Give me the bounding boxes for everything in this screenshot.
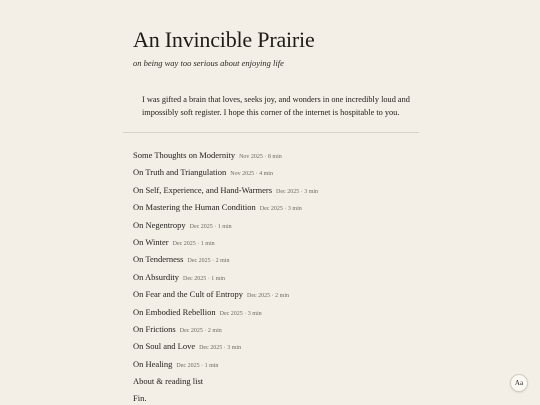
post-link[interactable]: On Embodied Rebellion bbox=[133, 306, 216, 317]
intro-paragraph: I was gifted a brain that loves, seeks joy, and wonders in one incredibly loud and impossibly soft register. I hope this corner of the internet is hospitable to you. bbox=[142, 95, 410, 117]
post-link[interactable]: On Soul and Love bbox=[133, 341, 196, 352]
post-link[interactable]: On Negentropy bbox=[133, 219, 186, 230]
post-item-tenderness bbox=[133, 249, 318, 266]
post-link[interactable]: On Mastering the Human Condition bbox=[133, 202, 256, 213]
post-item-frictions bbox=[133, 319, 318, 336]
post-meta: Dec 2025 · 2 min bbox=[187, 258, 230, 265]
post-link[interactable]: On Tenderness bbox=[133, 254, 184, 265]
post-link[interactable]: On Truth and Triangulation bbox=[133, 167, 227, 178]
post-item-winter bbox=[133, 232, 318, 249]
post-link[interactable]: On Frictions bbox=[133, 323, 176, 334]
post-link[interactable]: Some Thoughts on Modernity bbox=[133, 150, 236, 160]
section-divider bbox=[123, 132, 419, 133]
fin-link[interactable]: Fin. bbox=[133, 393, 147, 404]
font-settings-button[interactable] bbox=[510, 374, 528, 392]
about-item bbox=[133, 371, 318, 388]
post-meta: Dec 2025 · 1 min bbox=[176, 362, 219, 369]
post-meta: Dec 2025 · 3 min bbox=[219, 310, 262, 317]
post-meta: Dec 2025 · 1 min bbox=[183, 275, 226, 282]
post-meta: Dec 2025 · 3 min bbox=[259, 206, 302, 213]
post-link[interactable]: On Fear and the Cult of Entropy bbox=[133, 289, 244, 300]
post-link[interactable]: On Healing bbox=[133, 358, 173, 369]
post-meta: Dec 2025 · 3 min bbox=[199, 345, 242, 352]
site-tagline: on being way too serious about enjoying life bbox=[133, 58, 284, 68]
post-link[interactable]: On Winter bbox=[133, 236, 169, 247]
post-meta: Dec 2025 · 2 min bbox=[179, 327, 222, 334]
post-item-mastering bbox=[133, 197, 318, 214]
post-item-truth bbox=[133, 162, 318, 179]
post-meta: Dec 2025 · 1 min bbox=[189, 223, 232, 230]
post-item-negentropy bbox=[133, 215, 318, 232]
post-link[interactable]: On Self, Experience, and Hand-Warmers bbox=[133, 184, 273, 195]
site-title[interactable]: An Invincible Prairie bbox=[133, 27, 315, 52]
post-meta: Nov 2025 · 4 min bbox=[230, 171, 273, 178]
post-item-healing bbox=[133, 354, 318, 371]
post-meta: Dec 2025 · 1 min bbox=[172, 240, 215, 247]
fin-item bbox=[133, 388, 318, 405]
post-item-fear bbox=[133, 284, 318, 301]
post-item-rebellion bbox=[133, 302, 318, 319]
font-settings-icon: Aa bbox=[514, 379, 524, 387]
post-link[interactable]: On Absurdity bbox=[133, 271, 180, 282]
post-list bbox=[133, 145, 318, 405]
post-meta: Dec 2025 · 2 min bbox=[247, 293, 290, 300]
post-meta: Dec 2025 · 3 min bbox=[276, 188, 319, 195]
post-item-soul bbox=[133, 336, 318, 353]
post-item-self bbox=[133, 180, 318, 197]
post-item-absurdity bbox=[133, 267, 318, 284]
post-meta: Nov 2025 · 8 min bbox=[239, 154, 282, 160]
post-item-modernity bbox=[133, 145, 318, 162]
about-link[interactable]: About & reading list bbox=[133, 376, 204, 387]
